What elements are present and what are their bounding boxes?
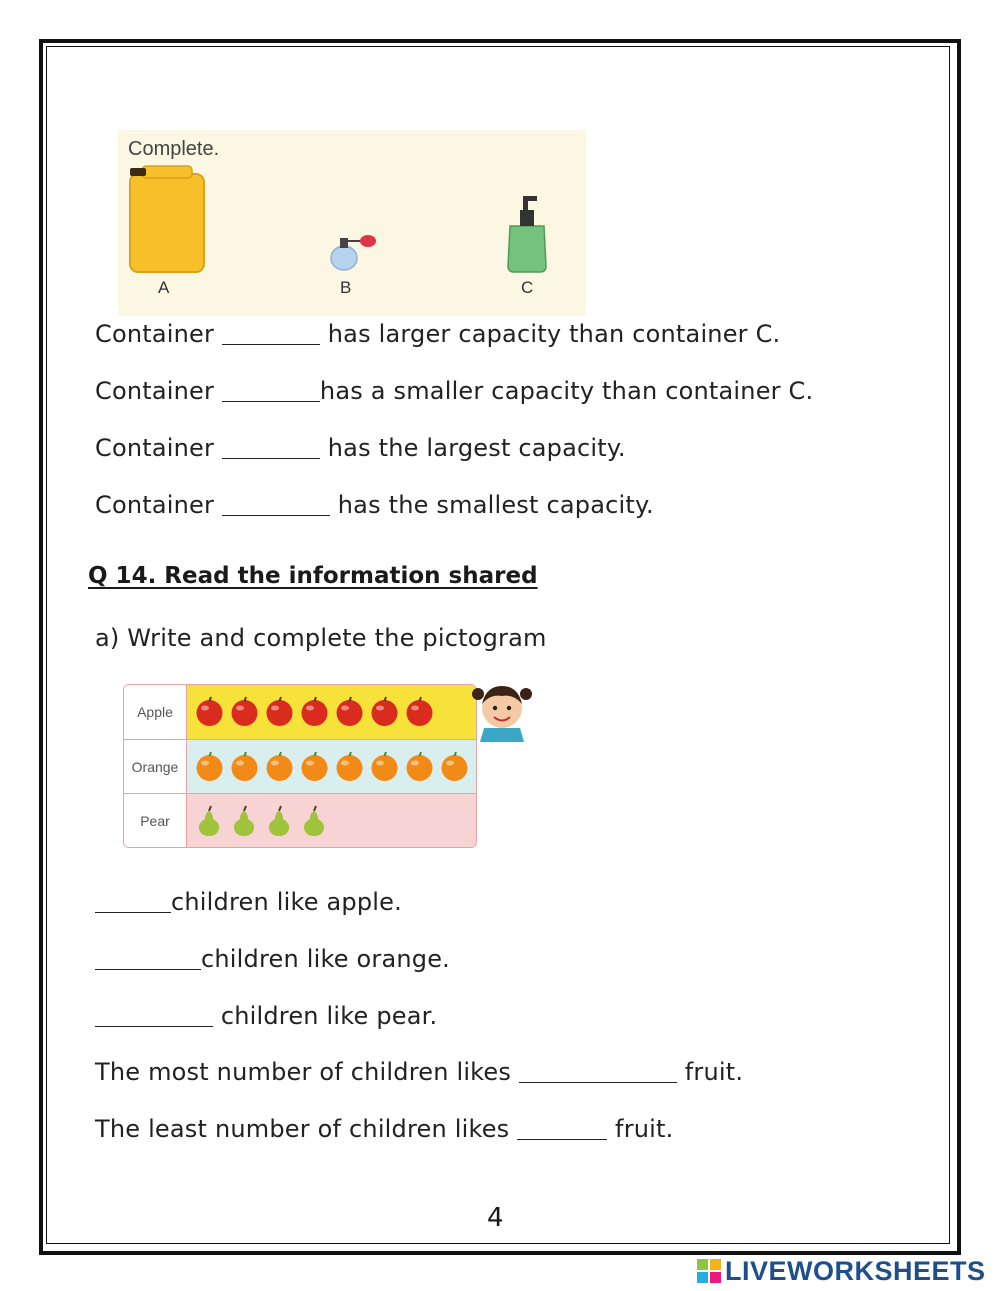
- pear-icon: [299, 805, 330, 837]
- pictogram-row-pear: [124, 793, 476, 848]
- orange-icon: [229, 751, 260, 783]
- row-label: Pear: [124, 794, 187, 848]
- container-sentence-3: Container has the largest capacity.: [95, 434, 626, 462]
- answer-blank-pear[interactable]: [95, 1002, 213, 1027]
- container-a-jerrycan-icon: [130, 166, 204, 272]
- answer-blank-apple[interactable]: [95, 888, 171, 913]
- apple-icon: [404, 696, 435, 728]
- container-c-dispenser-icon: [508, 196, 546, 272]
- container-sentence-1: Container has larger capacity than container C.: [95, 320, 781, 348]
- orange-icon: [264, 751, 295, 783]
- label-c: C: [521, 278, 534, 297]
- orange-icon: [194, 751, 225, 783]
- container-b-perfume-icon: [331, 235, 376, 270]
- apple-icon: [369, 696, 400, 728]
- answer-blank-1[interactable]: [222, 320, 320, 345]
- answer-line-most: The most number of children likes fruit.: [95, 1058, 744, 1086]
- orange-icon: [299, 751, 330, 783]
- pear-icon: [194, 805, 225, 837]
- brand-name: LIVEWORKSHEETS: [725, 1255, 986, 1286]
- orange-icon: [404, 751, 435, 783]
- liveworksheets-logo-icon: [697, 1259, 721, 1283]
- figure-title: Complete.: [128, 138, 220, 160]
- label-a: A: [158, 278, 170, 297]
- answer-blank-4[interactable]: [222, 491, 330, 516]
- apple-icon: [194, 696, 225, 728]
- orange-icon: [334, 751, 365, 783]
- row-label: Apple: [124, 685, 187, 739]
- label-b: B: [340, 278, 352, 297]
- apple-icon: [264, 696, 295, 728]
- apple-icon: [229, 696, 260, 728]
- answer-blank-2[interactable]: [222, 377, 320, 402]
- container-sentence-2: Container has a smaller capacity than container C.: [95, 377, 814, 405]
- answer-blank-orange[interactable]: [95, 945, 201, 970]
- question-instruction: a) Write and complete the pictogram: [95, 624, 547, 652]
- orange-icon: [439, 751, 470, 783]
- answer-blank-most[interactable]: [519, 1058, 677, 1083]
- apple-icon: [334, 696, 365, 728]
- pictogram-row-apple: [124, 685, 476, 739]
- pictogram: [123, 684, 477, 848]
- pear-icon: [229, 805, 260, 837]
- container-sentence-4: Container has the smallest capacity.: [95, 491, 654, 519]
- answer-blank-least[interactable]: [517, 1115, 607, 1140]
- row-label: Orange: [124, 740, 187, 794]
- brand-logo: [697, 1256, 986, 1286]
- pictogram-row-orange: [124, 739, 476, 794]
- answer-line-pear: children like pear.: [95, 1002, 437, 1030]
- page-number: 4: [487, 1203, 504, 1233]
- capacity-figure: [118, 130, 586, 316]
- answer-line-least: The least number of children likes fruit.: [95, 1115, 674, 1143]
- apple-icon: [299, 696, 330, 728]
- question-heading: Q 14. Read the information shared: [88, 563, 538, 589]
- girl-illustration-icon: [466, 680, 538, 742]
- answer-blank-3[interactable]: [222, 434, 320, 459]
- answer-line-orange: children like orange.: [95, 945, 450, 973]
- orange-icon: [369, 751, 400, 783]
- pear-icon: [264, 805, 295, 837]
- containers-illustration: [118, 130, 586, 316]
- answer-line-apple: children like apple.: [95, 888, 402, 916]
